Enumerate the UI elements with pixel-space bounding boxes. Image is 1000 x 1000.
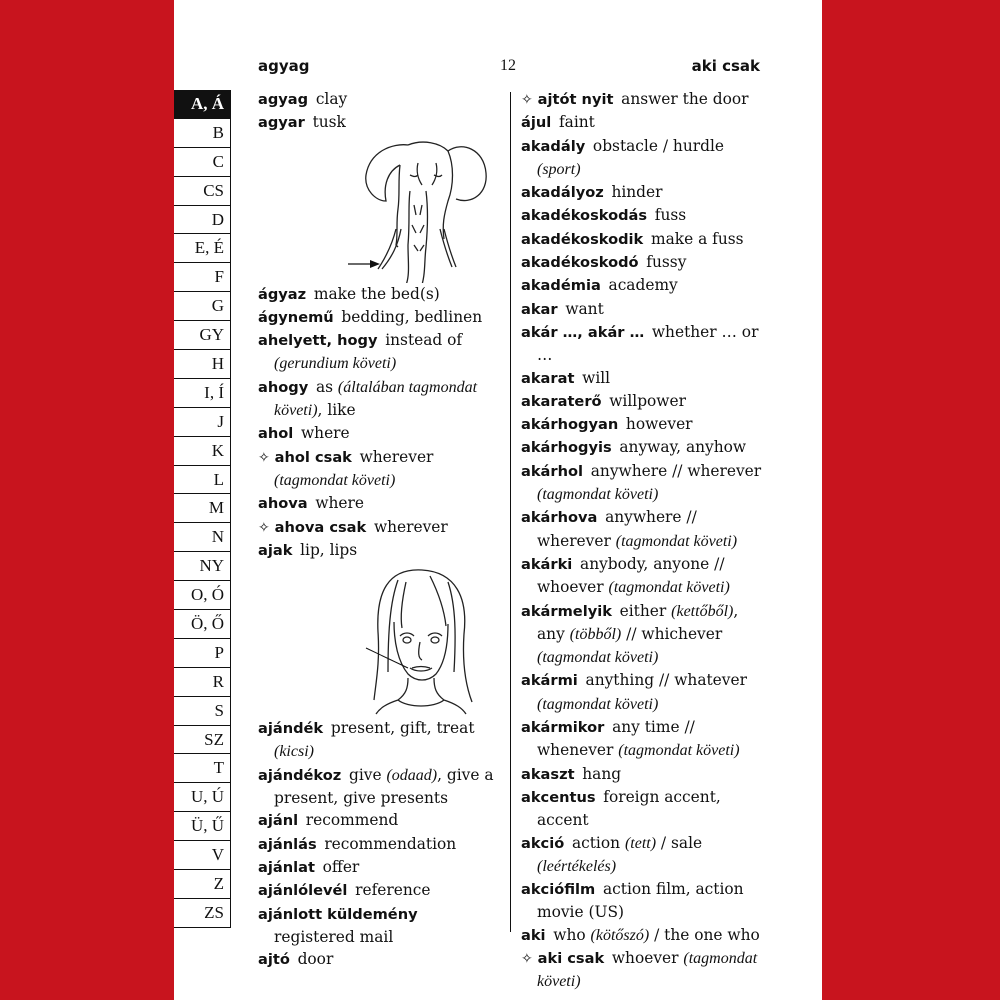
diamond-icon: ✧ (521, 950, 533, 967)
right-guideword: aki csak (691, 57, 760, 75)
dictionary-entry (258, 809, 498, 832)
headword: agyag (258, 91, 309, 108)
usage-note: (gerundium követi) (274, 355, 397, 373)
headword: akadály (521, 137, 586, 155)
usage-note: (tagmondat követi) (537, 695, 659, 713)
headword: akárhol (521, 462, 584, 480)
thumb-tab[interactable]: V (174, 841, 231, 870)
usage-note: (leértékelés) (537, 857, 617, 875)
translation: either (619, 601, 667, 620)
translation: give (348, 765, 382, 784)
dictionary-entry (521, 460, 764, 507)
left-guideword: agyag (258, 57, 310, 75)
dictionary-entry (258, 422, 498, 445)
translation: make a fuss (650, 229, 744, 248)
dictionary-entry (521, 111, 764, 134)
translation: / sale (656, 833, 703, 852)
dictionary-entry (258, 111, 498, 134)
thumb-tab[interactable]: U, Ú (174, 783, 231, 812)
dictionary-entry (521, 436, 764, 459)
dictionary-entry (521, 390, 764, 413)
headword: ájul (521, 114, 552, 132)
headword: ajak (258, 541, 293, 559)
headword: aki (521, 926, 546, 944)
dictionary-entry (258, 539, 498, 562)
usage-note: (tagmondat követi) (274, 471, 396, 489)
dictionary-entry (521, 251, 764, 274)
headword: ajándékoz (258, 766, 342, 784)
dictionary-entry (258, 283, 498, 306)
translation: who (553, 925, 586, 944)
thumb-tab[interactable]: A, Á (174, 90, 231, 119)
headword: ahova (258, 495, 308, 513)
headword: akadékoskodó (521, 254, 639, 272)
usage-note: (általában tagmondat követi) (274, 378, 478, 420)
headword: akármelyik (521, 602, 612, 620)
usage-note: (kettőből) (671, 602, 734, 620)
dictionary-entry (521, 204, 764, 227)
translation: , like (317, 401, 356, 420)
translation: foreign accent, accent (537, 787, 721, 830)
translation: present, gift, treat (330, 719, 475, 738)
translation: faint (558, 113, 595, 132)
thumb-tab[interactable]: NY (174, 552, 231, 581)
translation: , any (537, 601, 739, 643)
translation: / the one who (649, 925, 760, 944)
thumb-tab[interactable]: SZ (174, 726, 231, 755)
dictionary-entry (258, 879, 498, 902)
woman-face-illustration (258, 562, 498, 717)
translation: wherever (373, 517, 448, 536)
translation: recommendation (324, 834, 457, 853)
headword: akaszt (521, 765, 575, 783)
thumb-tab[interactable]: F (174, 263, 231, 292)
translation: instead of (385, 331, 463, 350)
thumb-tab[interactable]: K (174, 437, 231, 466)
dictionary-entry (521, 135, 764, 182)
translation: reference (355, 881, 431, 900)
dictionary-entry (258, 516, 498, 539)
page-number: 12 (500, 57, 516, 74)
thumb-tab[interactable]: E, É (174, 234, 231, 263)
headword: ahol (258, 425, 294, 443)
headword: ahova csak (274, 518, 367, 536)
translation: // whichever (621, 624, 723, 643)
dictionary-entry (521, 228, 764, 251)
translation: anybody, anyone // whoever (537, 554, 725, 597)
dictionary-entry (521, 924, 764, 947)
translation: bedding, bedlinen (341, 307, 483, 326)
headword: ajánlólevél (258, 882, 348, 900)
thumb-tab[interactable]: S (174, 697, 231, 726)
dictionary-entry (258, 88, 498, 111)
translation: anyway, anyhow (619, 438, 747, 457)
dictionary-entry (521, 832, 764, 879)
thumb-tab[interactable]: GY (174, 321, 231, 350)
dictionary-entry (521, 786, 764, 832)
thumb-tab[interactable]: Ü, Ű (174, 812, 231, 841)
thumb-tab[interactable]: Ö, Ő (174, 610, 231, 639)
translation: registered mail (274, 927, 394, 946)
thumb-tab[interactable]: H (174, 350, 231, 379)
thumb-index (174, 90, 231, 928)
translation: hang (582, 764, 622, 783)
headword: akadályoz (521, 184, 604, 202)
dictionary-entry (258, 903, 498, 949)
thumb-tab[interactable]: B (174, 119, 231, 148)
translation: make the bed(s) (313, 284, 440, 303)
thumb-tab[interactable]: O, Ó (174, 581, 231, 610)
thumb-tab[interactable]: ZS (174, 899, 231, 928)
left-column (258, 88, 498, 971)
usage-note: (tagmondat követi) (537, 949, 758, 991)
usage-note: (tagmondat követi) (618, 742, 740, 760)
translation: anything // whatever (585, 671, 747, 690)
dictionary-entry (258, 948, 498, 971)
headword: akárhova (521, 509, 598, 527)
thumb-tab[interactable]: J (174, 408, 231, 437)
dictionary-entry (521, 878, 764, 924)
elephant-illustration (258, 135, 498, 283)
translation: want (565, 299, 604, 318)
usage-note: (odaad) (386, 766, 438, 784)
translation: answer the door (621, 90, 749, 108)
dictionary-entry (258, 306, 498, 329)
usage-note: (sport) (537, 160, 581, 178)
usage-note: (tagmondat követi) (537, 649, 659, 667)
translation: as (315, 377, 334, 396)
dictionary-entry (521, 88, 764, 111)
translation: door (297, 950, 334, 969)
dictionary-entry (521, 600, 764, 670)
headword: akármi (521, 672, 578, 690)
translation: action (571, 833, 621, 852)
headword: akadékoskodás (521, 207, 648, 225)
headword: akcentus (521, 788, 596, 806)
thumb-tab[interactable]: R (174, 668, 231, 697)
translation: anywhere // wherever (590, 461, 762, 480)
headword: ajánlat (258, 858, 315, 876)
headword: agyar (258, 114, 305, 132)
right-column (521, 88, 764, 994)
translation: where (300, 424, 350, 443)
thumb-tab[interactable]: D (174, 206, 231, 235)
dictionary-entry (258, 329, 498, 376)
usage-note: (többől) (569, 625, 622, 643)
headword: akaraterő (521, 392, 602, 410)
thumb-tab[interactable]: M (174, 494, 231, 523)
headword: akadékoskodik (521, 230, 644, 248)
dictionary-entry (258, 492, 498, 515)
dictionary-entry (521, 947, 764, 994)
headword: akar (521, 300, 558, 318)
translation: any time // whenever (537, 718, 695, 760)
headword: akárki (521, 555, 573, 573)
thumb-tab[interactable]: N (174, 523, 231, 552)
translation: anywhere // wherever (537, 508, 697, 550)
usage-note: (kicsi) (274, 743, 314, 761)
dictionary-entry (258, 446, 498, 493)
translation: recommend (305, 811, 399, 830)
dictionary-entry (521, 413, 764, 436)
dictionary-entry (258, 764, 498, 810)
dictionary-entry (258, 376, 498, 423)
headword: ajánlás (258, 835, 317, 853)
dictionary-entry (521, 367, 764, 390)
headword: akár …, akár … (521, 323, 645, 341)
translation: whether … or … (537, 322, 759, 365)
dictionary-entry (521, 181, 764, 204)
dictionary-entry (521, 716, 764, 763)
translation: lip, lips (300, 540, 358, 559)
translation: whoever (611, 948, 679, 967)
usage-note: (tagmondat követi) (608, 579, 730, 597)
translation: fussy (646, 253, 687, 272)
headword: akárhogyis (521, 439, 612, 457)
dictionary-entry (258, 856, 498, 879)
translation: action film, action movie (US) (537, 880, 744, 922)
dictionary-entry (258, 833, 498, 856)
headword: akarat (521, 369, 575, 387)
thumb-tab[interactable]: T (174, 754, 231, 783)
dictionary-entry (521, 298, 764, 321)
dictionary-entry (521, 506, 764, 553)
translation: fuss (654, 206, 687, 225)
translation: where (315, 494, 364, 513)
thumb-tab[interactable]: P (174, 639, 231, 668)
thumb-tab[interactable]: I, Í (174, 379, 231, 408)
headword: akárhogyan (521, 416, 619, 434)
headword: ágyaz (258, 285, 307, 303)
thumb-tab[interactable]: CS (174, 177, 231, 206)
headword: ahogy (258, 378, 309, 396)
usage-note: (tagmondat követi) (537, 486, 659, 504)
dictionary-entry (521, 669, 764, 716)
thumb-tab[interactable]: G (174, 292, 231, 321)
translation: tusk (312, 113, 346, 132)
headword: ajtót nyit (537, 91, 614, 108)
translation: clay (315, 90, 348, 108)
headword: ahol csak (274, 448, 352, 466)
dictionary-entry (521, 553, 764, 600)
headword: akció (521, 834, 565, 852)
headword: ajánl (258, 812, 299, 830)
translation: will (582, 368, 611, 387)
usage-note: (tett) (624, 834, 657, 852)
headword: ahelyett, hogy (258, 332, 378, 350)
thumb-tab[interactable]: Z (174, 870, 231, 899)
thumb-tab[interactable]: C (174, 148, 231, 177)
headword: ajánlott küldemény (258, 905, 418, 923)
column-divider (510, 92, 511, 932)
dictionary-entry (521, 321, 764, 367)
translation: willpower (609, 391, 686, 410)
headword: aki csak (537, 949, 605, 967)
dictionary-entry (521, 763, 764, 786)
translation: wherever (359, 447, 434, 466)
headword: ajtó (258, 951, 290, 969)
headword: akármikor (521, 719, 605, 737)
diamond-icon: ✧ (258, 449, 270, 466)
diamond-icon: ✧ (521, 92, 533, 108)
translation: however (625, 415, 693, 434)
translation: offer (322, 857, 360, 876)
usage-note: (tagmondat követi) (615, 532, 738, 550)
headword: akadémia (521, 277, 601, 295)
translation: , give a present, give presents (274, 765, 494, 808)
translation: obstacle / hurdle (592, 136, 724, 155)
diamond-icon: ✧ (258, 519, 270, 536)
translation: hinder (611, 183, 663, 202)
thumb-tab[interactable]: L (174, 466, 231, 495)
usage-note: (kötőszó) (590, 926, 650, 944)
dictionary-entry (521, 274, 764, 297)
headword: ajándék (258, 720, 324, 738)
translation: academy (608, 276, 678, 295)
headword: ágynemű (258, 308, 334, 326)
headword: akciófilm (521, 881, 596, 899)
dictionary-entry (258, 717, 498, 764)
